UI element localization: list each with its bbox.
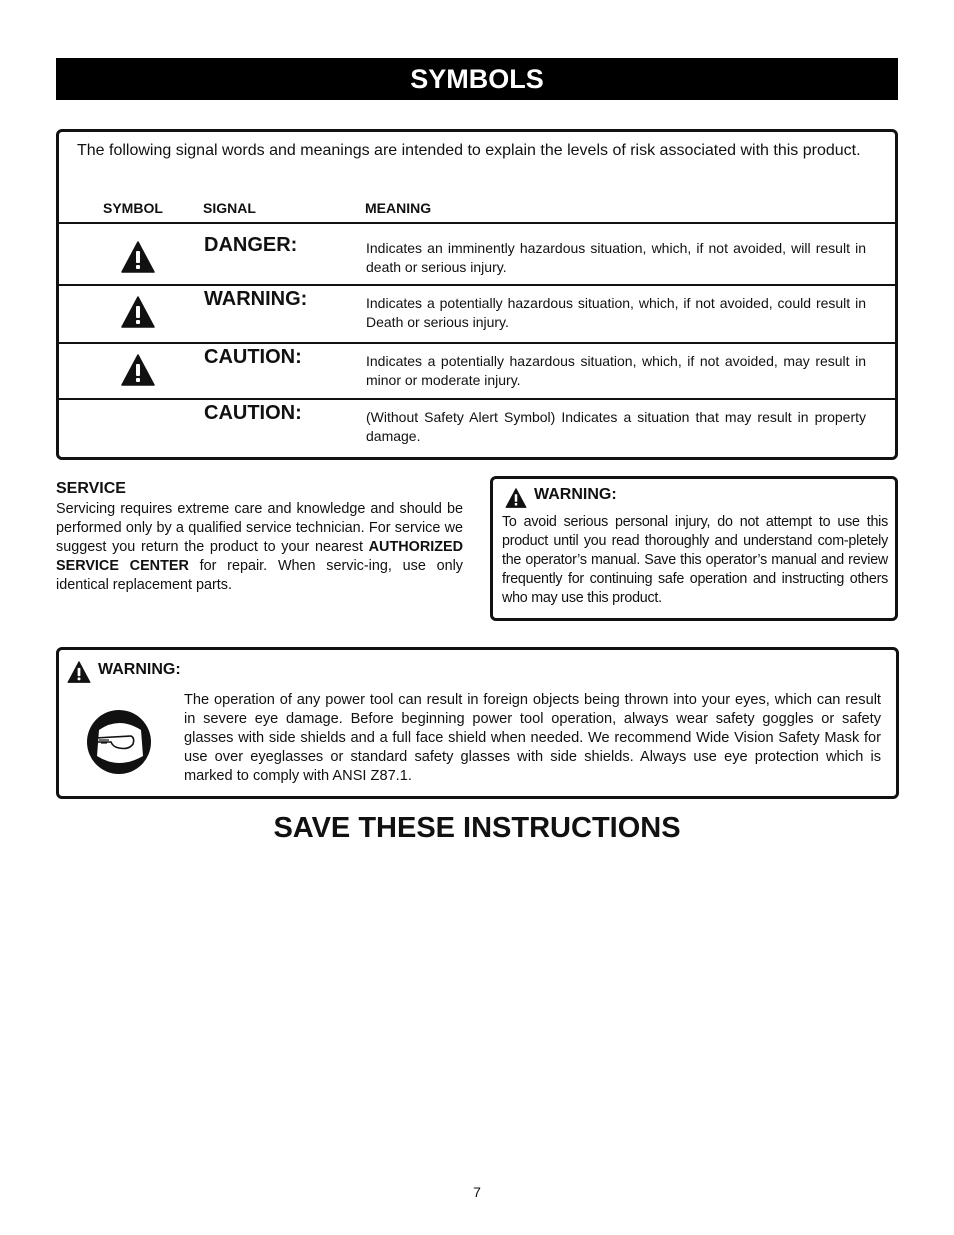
table-row-caution [59,342,895,398]
column-header-meaning: MEANING [365,200,432,216]
eye-protection-icon [85,708,153,776]
signal-caution-no-symbol: CAUTION: [204,402,302,424]
symbols-intro: The following signal words and meanings are intended to explain the levels of risk associated with this product. [77,142,861,159]
save-instructions-heading: SAVE THESE INSTRUCTIONS [273,812,681,844]
service-center-emphasis: AUTHORIZED SERVICE CENTER [56,539,463,574]
meaning-caution: Indicates a potentially hazardous situation, which, if not avoided, may result in minor or moderate injury. [366,353,866,388]
column-header-symbol: SYMBOL [103,200,163,216]
warning-eye-box [56,647,899,799]
meaning-warning: Indicates a potentially hazardous situation, which, if not avoided, could result in Death or serious injury. [366,295,866,330]
safety-alert-triangle-icon [121,241,155,273]
page-number: 7 [473,1184,481,1200]
signal-warning: WARNING: [204,288,308,310]
signal-caution: CAUTION: [204,346,302,368]
safety-alert-triangle-icon [505,488,527,508]
symbols-header: SYMBOLS [56,58,898,100]
table-row-danger [59,222,895,284]
signal-danger: DANGER: [204,234,298,256]
warning-eye-text: The operation of any power tool can result in foreign objects being thrown into your eyes, which can result in severe eye damage. Before beginning power tool operation, always wear safety goggles or safety glasses with side shields and a full face shield when needed. We recommend Wide Vision Safety Mask for use over eyeglasses or standard safety glasses with side shields. Always use eye protection which is marked to comply with ANSI Z87.1. [184,692,881,784]
warning-manual-text: To avoid serious personal injury, do not attempt to use this product until you read thoroughly and understand com-pletely the operator’s manual. Save this operator’s manual and review frequently for continuing safe operation and instructing others who may use this product. [502,514,888,606]
service-text-end: for repair. When servic-ing, use only identical replacement parts. [56,558,463,593]
table-row-caution-no-symbol [59,398,895,458]
safety-alert-triangle-icon [67,661,91,683]
warning-manual-box [490,476,898,621]
service-text-start: Servicing requires extreme care and knowledge and should be performed only by a qualified service technician. For service we suggest you return the product to your nearest [56,501,463,555]
warning-manual-title: WARNING: [534,486,617,503]
warning-eye-title: WARNING: [98,661,181,678]
service-title: SERVICE [56,480,126,497]
meaning-caution-no-symbol: (Without Safety Alert Symbol) Indicates a situation that may result in property damage. [366,409,866,444]
service-text [56,500,463,595]
table-row-warning [59,284,895,342]
safety-alert-triangle-icon [121,296,155,328]
column-header-signal: SIGNAL [203,200,256,216]
meaning-danger: Indicates an imminently hazardous situation, which, if not avoided, will result in death or serious injury. [366,240,866,275]
symbols-table [56,129,898,460]
safety-alert-triangle-icon [121,354,155,386]
